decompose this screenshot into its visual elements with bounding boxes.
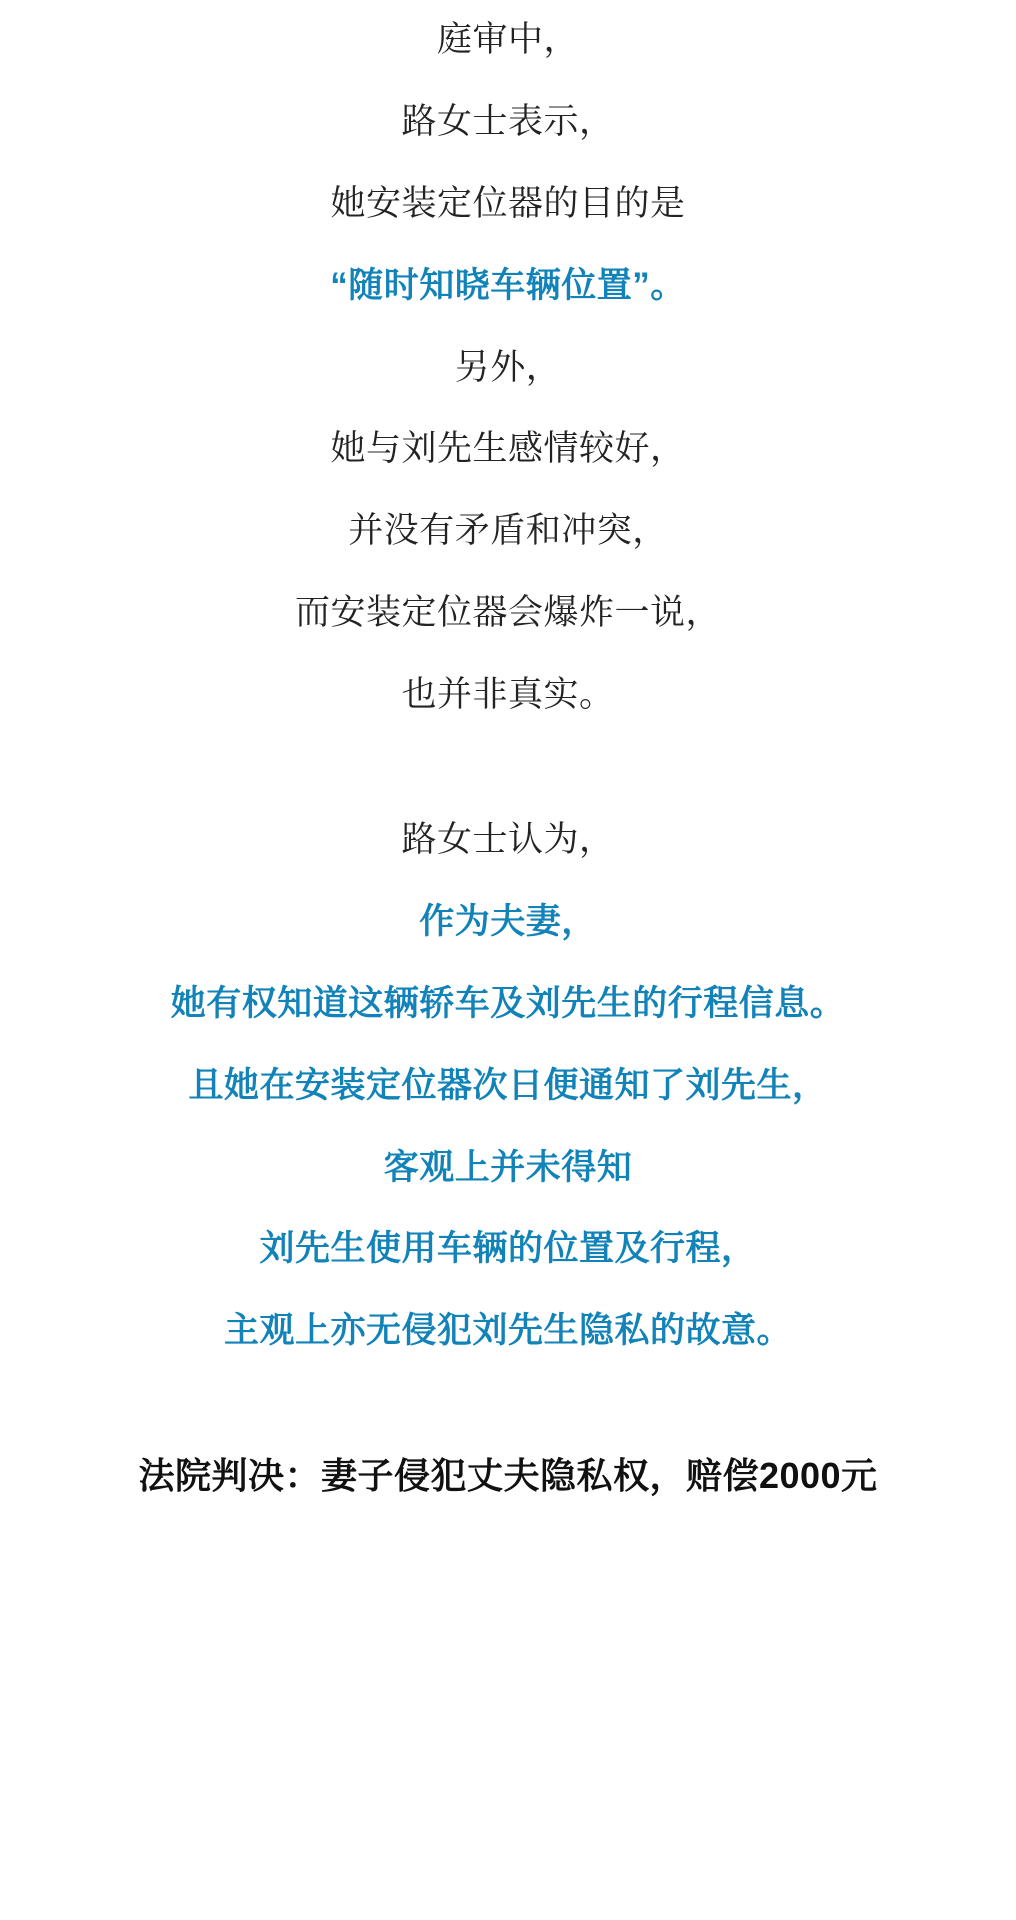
paragraph-line-highlight: 且她在安装定位器次日便通知了刘先生， bbox=[188, 1065, 828, 1105]
paragraph-line: 她与刘先生感情较好， bbox=[330, 429, 686, 469]
paragraph-line: 路女士认为， bbox=[401, 820, 615, 860]
paragraph-line-highlight: 客观上并未得知 bbox=[383, 1147, 633, 1187]
paragraph-line-highlight: 她有权知道这辆轿车及刘先生的行程信息。 bbox=[170, 983, 846, 1023]
paragraph-line: 另外， bbox=[454, 347, 562, 387]
paragraph-line: 庭审中， bbox=[436, 20, 579, 59]
verdict-statement: 法院判决：妻子侵犯丈夫隐私权，赔偿2000元 bbox=[138, 1455, 878, 1497]
section-divider-space bbox=[18, 737, 998, 755]
paragraph-line: 而安装定位器会爆炸一说， bbox=[294, 593, 721, 633]
paragraph-line-highlight: “随时知晓车辆位置”。 bbox=[330, 265, 686, 305]
paragraph-line: 她安装定位器的目的是 bbox=[330, 183, 686, 223]
paragraph-line: 并没有矛盾和冲突， bbox=[348, 511, 668, 551]
paragraph-line: 路女士表示， bbox=[401, 101, 615, 141]
paragraph-line: 也并非真实。 bbox=[401, 675, 615, 715]
paragraph-line-highlight: 刘先生使用车辆的位置及行程， bbox=[259, 1229, 757, 1269]
paragraph-line-highlight: 主观上亦无侵犯刘先生隐私的故意。 bbox=[223, 1311, 792, 1351]
paragraph-line-highlight: 作为夫妻， bbox=[419, 901, 597, 941]
